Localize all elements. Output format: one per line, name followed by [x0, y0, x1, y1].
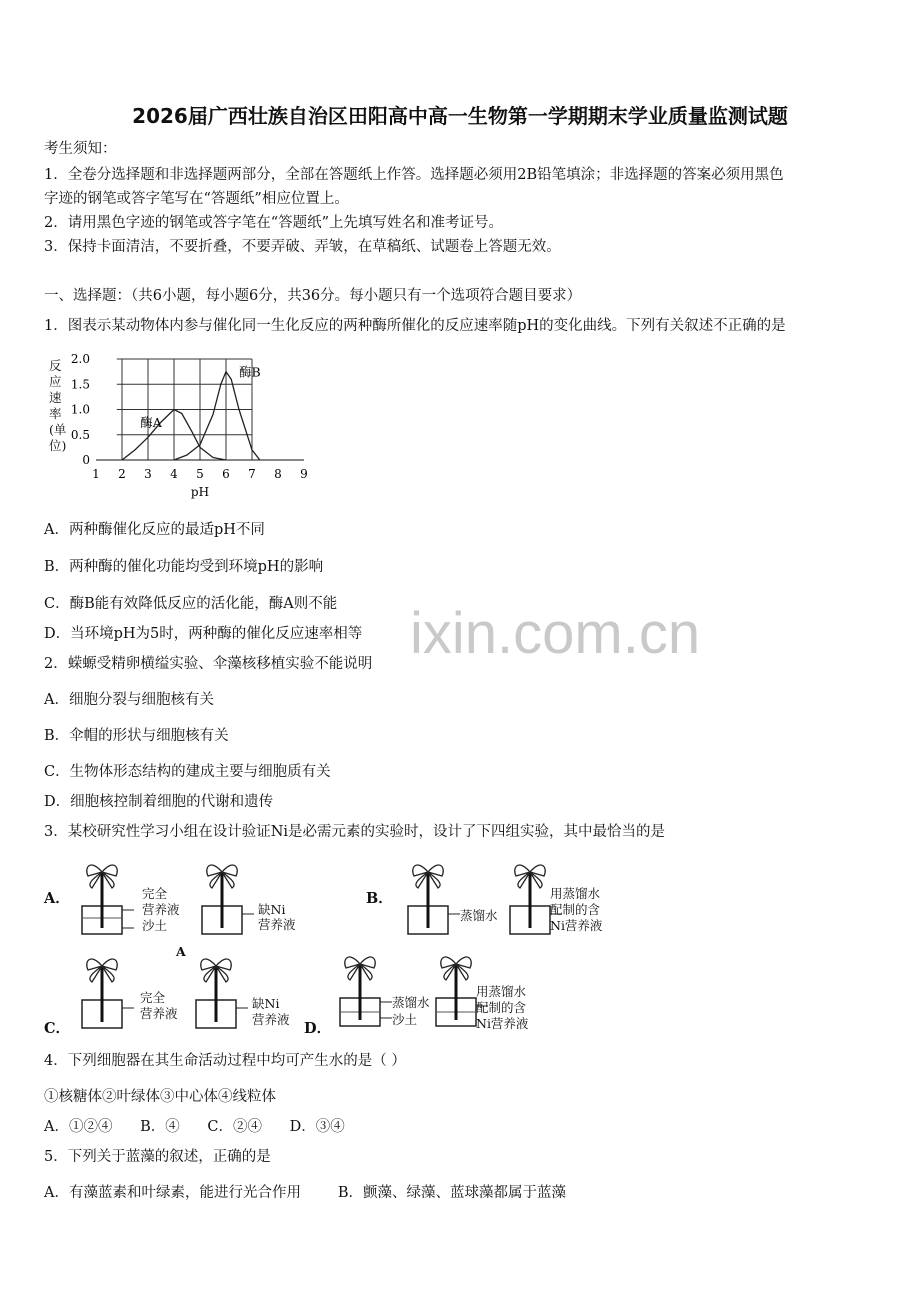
- x-tick-label: 3: [144, 467, 152, 481]
- x-tick-label: 2: [118, 467, 126, 481]
- fig-caption: A: [176, 944, 186, 959]
- fig-label: 用蒸馏水 配制的含 Ni营养液: [550, 886, 603, 933]
- y-tick-label: 0.5: [70, 427, 90, 442]
- plant-icon: [408, 865, 448, 934]
- notice-heading: 考生须知：: [44, 141, 117, 157]
- notice-line: 字迹的钢笔或答字笔写在“答题纸”相应位置上。: [44, 191, 349, 207]
- y-tick-label: 1.5: [70, 377, 90, 392]
- x-tick-label: 9: [300, 467, 308, 481]
- series-label: 酶B: [239, 364, 261, 380]
- x-tick-label: 8: [274, 467, 282, 481]
- section-heading: 一、选择题：（共6小题，每小题6分，共36分。每小题只有一个选项符合题目要求）: [44, 288, 582, 304]
- watermark: ixin.com.cn: [410, 601, 701, 666]
- fig-label: 蒸馏水 沙土: [392, 995, 430, 1027]
- x-tick-label: 7: [248, 467, 256, 481]
- x-tick-label: 1: [92, 467, 100, 481]
- plant-icon: [202, 865, 242, 934]
- x-tick-label: 5: [196, 467, 204, 481]
- option-d-letter[interactable]: D．: [304, 1020, 332, 1037]
- question-stem: 2．蝾螈受精卵横缢实验、伞藻核移植实验不能说明: [44, 656, 373, 672]
- enzyme-rate-chart: [44, 345, 324, 505]
- option-d[interactable]: D．细胞核控制着细胞的代谢和遗传: [44, 794, 274, 810]
- plant-icon: [340, 957, 380, 1026]
- question-stem: 3．某校研究性学习小组在设计验证Ni是必需元素的实验时，设计了下四组实验，其中最恰当的是: [44, 824, 666, 840]
- x-tick-label: 6: [222, 467, 230, 481]
- y-axis-label: 反应速率(单位): [49, 358, 67, 453]
- plant-icon: [82, 959, 122, 1028]
- chart-ticks: [71, 352, 308, 499]
- question-stem: 5．下列关于蓝藻的叙述，正确的是: [44, 1149, 271, 1165]
- plant-icon: [196, 959, 236, 1028]
- fig-label: 缺Ni 营养液: [252, 996, 290, 1027]
- question-options[interactable]: A．①②④ B．④ C．②④ D．③④: [44, 1119, 345, 1135]
- y-tick-label: 1.0: [70, 402, 90, 417]
- x-axis-label: pH: [190, 485, 210, 499]
- option-c[interactable]: C．生物体形态结构的建成主要与细胞质有关: [44, 764, 331, 780]
- fig-label: 完全 营养液: [140, 990, 178, 1021]
- chart-curves: [122, 365, 261, 460]
- option-c[interactable]: C．酶B能有效降低反应的活化能，酶A则不能: [44, 596, 338, 612]
- fig-label: 完全 营养液 沙土: [142, 886, 180, 933]
- series-label: 酶A: [140, 415, 162, 431]
- y-tick-label: 0: [82, 453, 90, 467]
- option-a[interactable]: A．细胞分裂与细胞核有关: [44, 692, 214, 708]
- notice-line: 2．请用黑色字迹的钢笔或答字笔在“答题纸”上先填写姓名和准考证号。: [44, 215, 504, 231]
- page-title: 2026届广西壮族自治区田阳高中高一生物第一学期期末学业质量监测试题: [132, 104, 788, 128]
- series-line-1: [174, 372, 260, 460]
- option-a-letter[interactable]: A．: [44, 890, 70, 907]
- x-tick-label: 4: [170, 467, 178, 481]
- fig-label: 缺Ni 营养液: [258, 902, 296, 932]
- option-b[interactable]: B．两种酶的催化功能均受到环境pH的影响: [44, 559, 324, 575]
- question-stem: 1．图表示某动物体内参与催化同一生化反应的两种酶所催化的反应速率随pH的变化曲线。下列有关叙述不正确的是: [44, 318, 786, 334]
- option-a[interactable]: A．两种酶催化反应的最适pH不同: [44, 522, 265, 538]
- notice-line: 1．全卷分选择题和非选择题两部分，全部在答题纸上作答。选择题必须用2B铅笔填涂；非选择题的答案必须用黑色: [44, 167, 784, 183]
- fig-label: 蒸馏水: [460, 908, 498, 923]
- plant-icon: [82, 865, 122, 934]
- plant-icon: [510, 865, 550, 934]
- option-d[interactable]: D．当环境pH为5时，两种酶的催化反应速率相等: [44, 626, 363, 642]
- question-stem: 4．下列细胞器在其生命活动过程中均可产生水的是（ ）: [44, 1053, 406, 1069]
- y-tick-label: 2.0: [70, 352, 90, 366]
- fig-label: 用蒸馏水 配制的含 Ni营养液: [476, 984, 529, 1031]
- option-b[interactable]: B．伞帽的形状与细胞核有关: [44, 728, 229, 744]
- option-c-letter[interactable]: C．: [44, 1020, 71, 1037]
- option-b-letter[interactable]: B．: [366, 890, 393, 907]
- question-items: ①核糖体②叶绿体③中心体④线粒体: [44, 1089, 276, 1105]
- plant-icon: [436, 957, 476, 1026]
- question-options[interactable]: A．有藻蓝素和叶绿素，能进行光合作用 B．颤藻、绿藻、蓝球藻都属于蓝藻: [44, 1185, 566, 1201]
- notice-line: 3．保持卡面清洁，不要折叠，不要弄破、弄皱，在草稿纸、试题卷上答题无效。: [44, 239, 561, 255]
